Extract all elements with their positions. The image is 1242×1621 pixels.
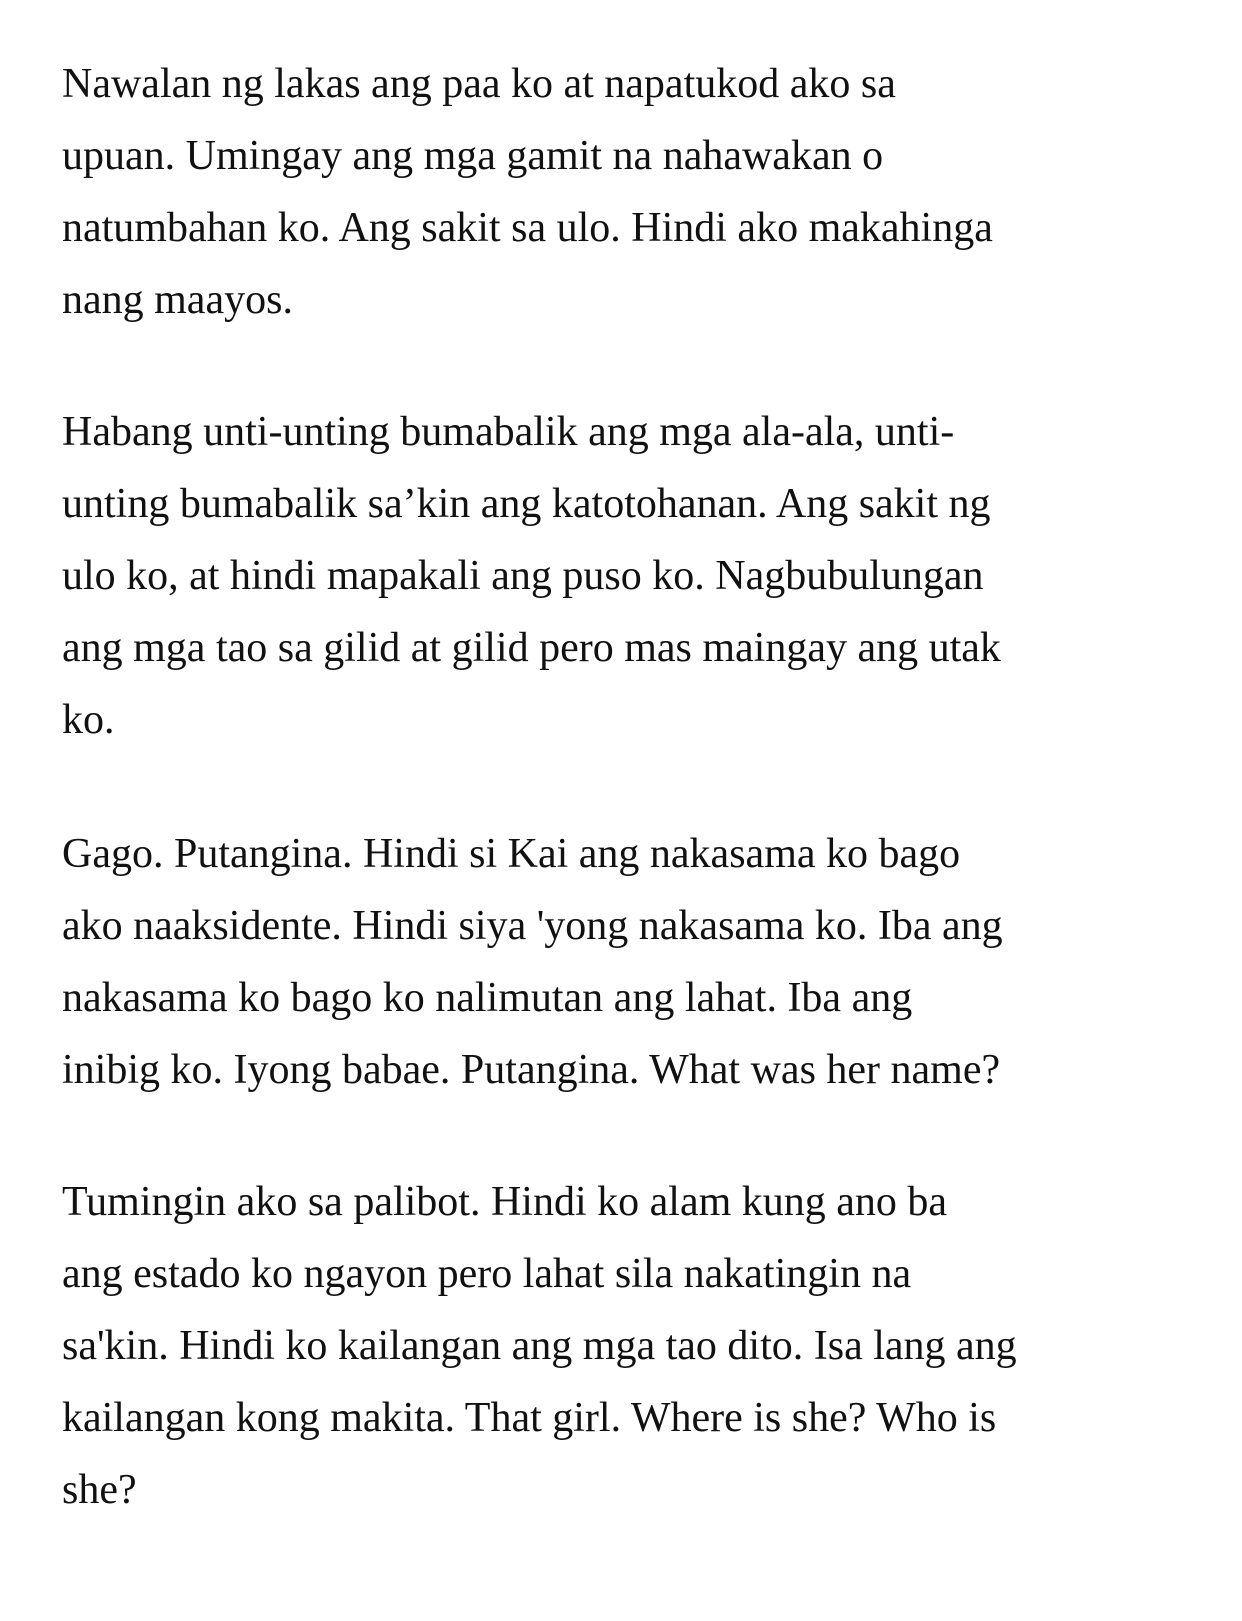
text-line: she? xyxy=(62,1467,137,1513)
text-line: ang estado ko ngayon pero lahat sila nakatingin na xyxy=(62,1251,912,1297)
text-line: ako naaksidente. Hindi siya 'yong nakasama ko. Iba ang xyxy=(62,903,1003,949)
text-line: inibig ko. Iyong babae. Putangina. What was her name? xyxy=(62,1047,1001,1093)
paragraph-2 xyxy=(62,396,1001,756)
text-line: nakasama ko bago ko nalimutan ang lahat. Iba ang xyxy=(62,975,913,1021)
text-line: ko. xyxy=(62,697,115,743)
text-line: ulo ko, at hindi mapakali ang puso ko. Nagbubulungan xyxy=(62,553,984,599)
paragraph-3 xyxy=(62,818,1003,1106)
text-line: natumbahan ko. Ang sakit sa ulo. Hindi ako makahinga xyxy=(62,205,993,251)
paragraph-1 xyxy=(62,48,993,336)
text-line: sa'kin. Hindi ko kailangan ang mga tao dito. Isa lang ang xyxy=(62,1323,1017,1369)
text-line: Habang unti-unting bumabalik ang mga ala-ala, unti- xyxy=(62,409,955,455)
text-line: Tumingin ako sa palibot. Hindi ko alam kung ano ba xyxy=(62,1179,948,1225)
text-line: Nawalan ng lakas ang paa ko at napatukod ako sa xyxy=(62,61,896,107)
text-line: ang mga tao sa gilid at gilid pero mas maingay ang utak xyxy=(62,625,1001,671)
text-line: Gago. Putangina. Hindi si Kai ang nakasama ko bago xyxy=(62,831,961,877)
text-line: unting bumabalik sa’kin ang katotohanan. Ang sakit ng xyxy=(62,481,991,527)
text-line: nang maayos. xyxy=(62,277,293,323)
text-line: upuan. Umingay ang mga gamit na nahawakan o xyxy=(62,133,884,179)
text-line: kailangan kong makita. That girl. Where is she? Who is xyxy=(62,1395,997,1441)
paragraph-4 xyxy=(62,1166,1017,1526)
